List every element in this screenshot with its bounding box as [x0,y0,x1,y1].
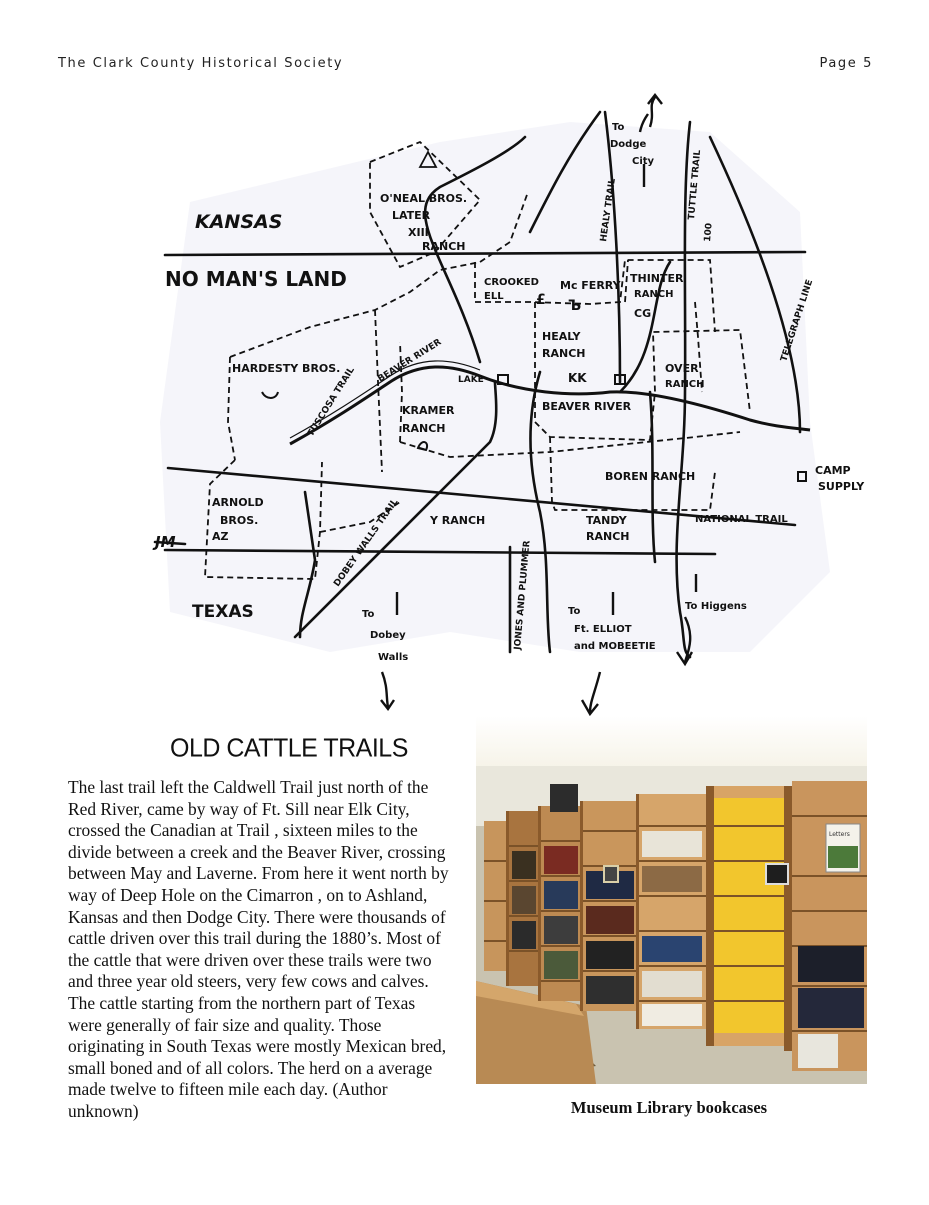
label-to-dodge-1: To [612,122,625,133]
label-healy-trail: HEALY TRAIL [599,177,618,243]
label-arnold-3: AZ [212,530,229,543]
label-national-trail: NATIONAL TRAIL [695,514,788,525]
label-oneal-4: RANCH [422,240,466,253]
label-hundred: 100 [703,222,715,243]
label-crooked-1: CROOKED [484,277,539,288]
label-thinter-1: THINTER [630,272,684,285]
label-healy-3: KK [568,371,587,385]
label-camp-supply-1: CAMP [815,464,851,477]
label-no-mans-land: NO MAN'S LAND [165,267,347,291]
article-paragraph: The last trail left the Caldwell Trail just north of the Red River, came by way of Ft. Sill near Elk City, crossed the Canadian at Trail , sixteen miles to the divide between a creek and the Beaver River, crossing between May and Laverne. From here it went north by way of Deep Hole on the Cimarron , on to Ashland, Kansas and then Dodge City. There were thousands of cattle driven over this trail during the 1880’s. Most of the cattle that were driven over these trails were two and three year old steers, very few cows and calves. The cattle starting from the northern part of Texas were generally of fair size and quality. Those originating in South Texas were mostly Mexican bred, small boned and of all colors. The herd on a average made twelve to fifteen mile each day. (Author unknown) [68,777,449,1121]
label-kramer-1: KRAMER [402,404,455,417]
label-oneal-2: LATER [392,209,431,222]
mcferry-brand-icon: Ъ [568,298,582,314]
article-body [68,777,450,1123]
label-lake: LAKE [458,375,484,385]
label-kramer-2: RANCH [402,422,446,435]
photo-caption: Museum Library bookcases [570,1098,768,1117]
label-to-elliot-1: To [568,606,581,617]
label-oneal-3: XIII [408,226,429,239]
label-healy-1: HEALY [542,330,581,343]
label-to-dobey-1: To [362,609,375,620]
label-telegraph-line: TELEGRAPH LINE [779,278,816,363]
library-photo [476,766,867,1084]
label-arnold-1: ARNOLD [212,496,264,509]
label-tandy-2: RANCH [586,530,630,543]
label-healy-2: RANCH [542,347,586,360]
label-tandy-1: TANDY [586,514,627,527]
label-to-elliot-2: Ft. ELLIOT [574,624,632,635]
label-kansas: KANSAS [195,211,283,233]
label-to-elliot-3: and MOBEETIE [574,641,656,652]
label-dobey-walls-trail: DOBEY WALLS TRAIL [332,497,401,589]
label-to-higgens: To Higgens [685,601,747,612]
label-camp-supply-2: SUPPLY [818,480,865,493]
label-y-ranch: Y RANCH [430,514,486,527]
label-to-dobey-2: Dobey [370,630,406,641]
label-thinter-2: RANCH [634,289,674,300]
label-crooked-2: ELL [484,291,504,302]
label-jones-plummer: JONES AND PLUMMER [513,540,533,651]
label-to-dodge-2: Dodge [610,139,647,150]
crooked-brand-icon: £ [536,292,546,308]
label-hardesty: HARDESTY BROS. [232,362,341,375]
map-title: OLD CATTLE TRAILS [170,733,408,763]
label-texas: TEXAS [192,602,254,622]
label-beaver-river-2: BEAVER RIVER [542,400,632,413]
page-number: Page 5 [819,56,873,71]
label-mcferry: Mc FERRY [560,279,621,292]
label-arnold-2: BROS. [220,514,259,527]
label-thinter-3: CG [634,307,652,320]
label-over-2: RANCH [665,379,705,390]
publication-title: The Clark County Historical Society [58,56,344,71]
label-boren: BOREN RANCH [605,470,696,483]
label-over-1: OVER [665,362,699,375]
label-oneal-1: O'NEAL BROS. [380,192,468,205]
label-tuscosa-trail: TUSCOSA TRAIL [306,365,357,439]
cattle-trails-map [150,92,870,722]
label-to-dobey-3: Walls [378,652,409,663]
label-jm: JM [155,533,176,551]
book-title: Letters [829,831,850,838]
photo-fade [476,716,867,768]
label-to-dodge-3: City [632,156,655,167]
label-beaver-river: BEAVER RIVER [376,337,444,385]
label-tuttle-trail: TUTTLE TRAIL [687,149,704,221]
